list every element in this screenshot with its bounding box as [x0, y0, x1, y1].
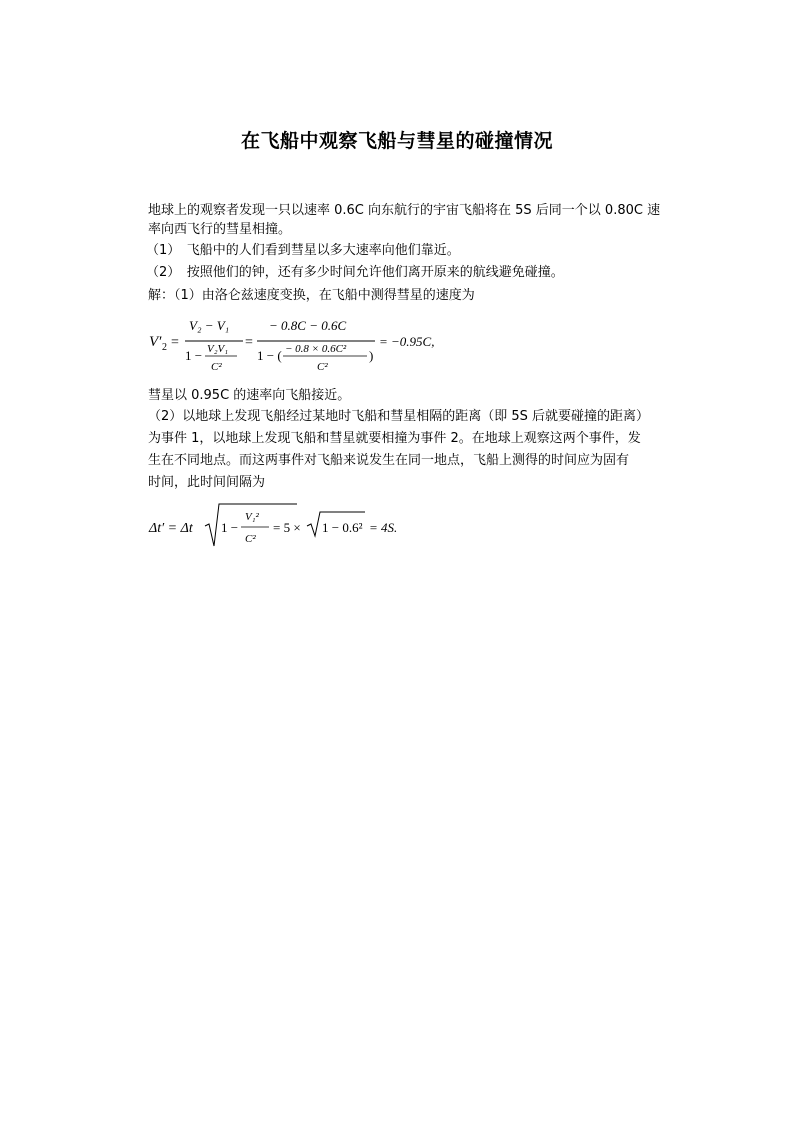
eq2-radical-numerator: V₁² [245, 511, 259, 523]
eq1-lhs: V′ [149, 334, 162, 350]
problem-line-2 [148, 220, 676, 239]
eq1-inner-denominator-1: C² [211, 361, 222, 373]
eq1-equals-1: = [171, 335, 179, 350]
eq1-denominator-pre-1: 1 − [185, 348, 203, 363]
eq2-radical-2: 1 − 0.6² [322, 520, 363, 535]
question-1 [146, 241, 674, 260]
eq1-denominator-pre-2: 1 − ( [257, 348, 282, 363]
velocity-transform-equation [145, 308, 465, 382]
part-2-line-1 [148, 407, 676, 426]
eq1-equals-2: = [245, 335, 253, 350]
eq1-numerator-2: − 0.8C − 0.6C [269, 318, 347, 333]
answer-1 [148, 386, 676, 405]
equation-2-svg [145, 498, 425, 556]
part-2-line-4 [148, 473, 676, 492]
part-2-line-2 [148, 429, 676, 448]
part-2-text-4: 时间，此时间间隔为 [148, 475, 266, 490]
question-1-text: （1） 飞船中的人们看到彗星以多大速率向他们靠近。 [146, 243, 460, 258]
eq1-numerator-1: V₂ − V₁ [189, 318, 230, 333]
part-2-text-3: 生在不同地点。而这两事件对飞船来说发生在同一地点，飞船上测得的时间应为固有 [148, 453, 630, 468]
question-2 [146, 263, 674, 282]
eq2-radical-denominator: C² [245, 533, 256, 545]
question-2-text: （2） 按照他们的钟，还有多少时间允许他们离开原来的航线避免碰撞。 [146, 265, 564, 280]
eq2-mid: = 5 × [273, 520, 301, 535]
part-2-text-2: 为事件 1，以地球上发现飞船和彗星就要相撞为事件 2。在地球上观察这两个事件，发 [148, 431, 641, 446]
problem-line-1 [148, 201, 676, 220]
problem-text-1: 地球上的观察者发现一只以速率 0.6C 向东航行的宇宙飞船将在 5S 后同一个以 0.80C 速 [148, 203, 661, 218]
eq1-inner-denominator-2: C² [317, 361, 328, 373]
part-2-text-1: （2）以地球上发现飞船经过某地时飞船和彗星相隔的距离（即 5S 后就要碰撞的距离） [148, 409, 650, 424]
solution-intro-text: 解：（1）由洛仑兹速度变换，在飞船中测得彗星的速度为 [148, 288, 475, 303]
eq1-inner-numerator-1: V₂V₁ [207, 343, 229, 355]
time-dilation-equation [145, 498, 425, 560]
eq1-denominator-post-2: ) [369, 348, 374, 363]
eq2-radical-pre: 1 − [221, 520, 239, 535]
problem-text-2: 率向西飞行的彗星相撞。 [148, 222, 292, 237]
eq1-lhs-sub: 2 [162, 342, 167, 353]
equation-1-svg [145, 308, 465, 378]
eq1-result: = −0.95C, [379, 334, 435, 349]
eq1-inner-numerator-2: − 0.8 × 0.6C² [285, 343, 347, 355]
eq2-result: = 4S. [369, 520, 398, 535]
part-2-line-3 [148, 451, 676, 470]
solution-intro [148, 286, 676, 305]
eq2-lhs: Δt′ = Δt [149, 521, 193, 536]
answer-1-text: 彗星以 0.95C 的速率向飞船接近。 [148, 388, 351, 403]
page-title: 在飞船中观察飞船与彗星的碰撞情况 [240, 130, 553, 152]
